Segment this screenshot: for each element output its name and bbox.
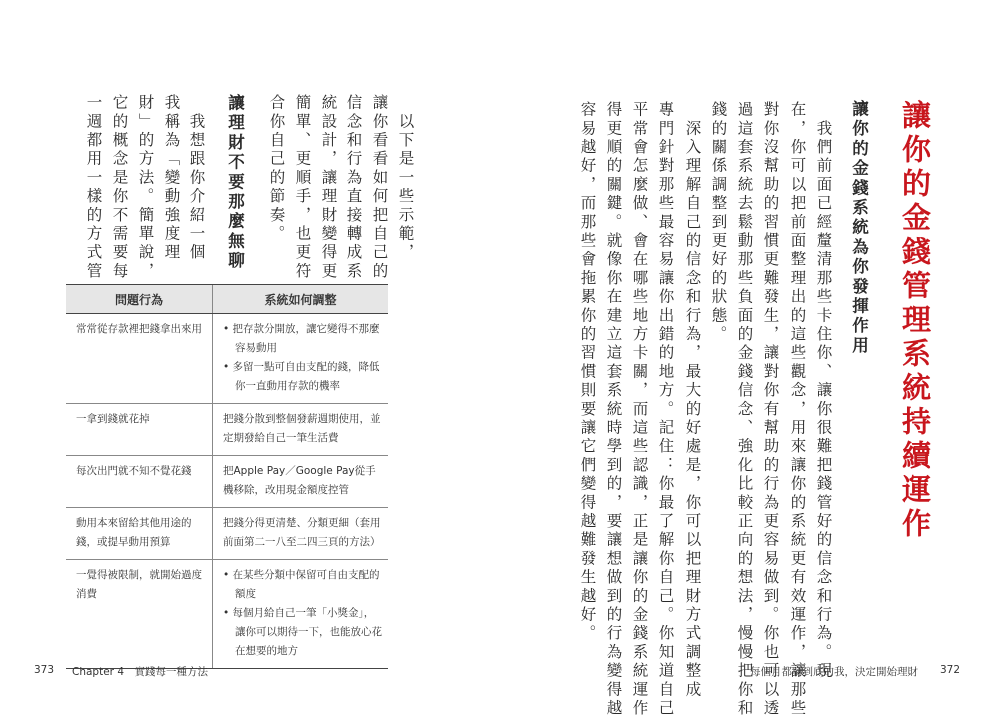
section-heading: 讓你的金錢系統為你發揮作用 [849,100,869,357]
header-problem: 問題行為 [66,285,213,314]
problem-cell: 一拿到錢就花掉 [66,404,213,456]
intro-column: 合你自己的節奏。 [267,94,286,244]
body-column: 深入理解自己的信念和行為，最大的好處是，你可以把理財方式調整成 [683,101,702,700]
problem-cell: 每次出門就不知不覺花錢 [66,456,213,508]
table-row [66,314,388,404]
fix-item: • 把存款分開放，讓它變得不那麼容易動用 [223,323,380,354]
body-column: 容易越好，而那些會拖累你的習慣則要讓它們變得越難發生越好。 [578,101,597,644]
fix-cell [213,314,389,404]
body-column: 對你沒幫助的習慣更難發生，讓對你有幫助的行為更容易做到。你也可以透 [761,101,780,718]
subheading: 讓理財不要那麼無聊 [225,94,245,272]
sub-column: 它的概念是你不需要每 [110,94,129,281]
body-column: 平常會怎麼做、會在哪些地方卡關，而這些認識，正是讓你的金錢系統運作 [630,101,649,718]
problem-cell: 動用本來留給其他用途的錢，或提早動用預算 [66,508,213,560]
intro-column: 以下是一些示範， [396,94,415,263]
sub-column: 我稱為「變動強度理 [162,94,181,263]
fix-cell [213,456,389,508]
table-row [66,404,388,456]
problem-cell: 一覺得被限制，就開始過度消費 [66,560,213,669]
intro-column: 信念和行為直接轉成系 [344,94,363,281]
body-column: 在，你可以把前面整理出的這些觀念，用來讓你的系統更有效運作，讓那些 [788,101,807,718]
fix-item: 把錢分得更清楚、分類更細（套用前面第二一八至二四三頁的方法） [223,517,381,548]
behavior-table [66,284,388,669]
sub-column: 財」的方法。簡單說， [136,94,155,281]
problem-cell: 常常從存款裡把錢拿出來用 [66,314,213,404]
fix-item: • 在某些分類中保留可自由支配的額度 [223,569,380,600]
fix-cell [213,404,389,456]
fix-item: 把錢分散到整個發薪週期使用，並定期發給自己一筆生活費 [223,413,381,444]
sub-column: 我想跟你介紹一個 [187,94,206,263]
page-number: 373 [34,664,55,676]
table-row [66,508,388,560]
page-number: 372 [940,664,961,676]
fix-item: • 多留一點可自由支配的錢，降低你一直動用存款的機率 [223,361,380,392]
header-system: 系統如何調整 [213,285,389,314]
footer-running-title: 每個月都窮到底的我，決定開始理財 [750,666,918,678]
body-column: 我們前面已經釐清那些卡住你、讓你很難把錢管好的信念和行為。現 [814,101,833,681]
table-row [66,560,388,669]
intro-column: 讓你看看如何把自己的 [370,94,389,281]
fix-item: 把Apple Pay／Google Pay從手機移除，改用現金額度控管 [223,465,376,496]
body-column: 得更順的關鍵。就像你在建立這套系統時學到的，要讓想做到的行為變得越 [604,101,623,718]
body-column: 錢的關係調整到更好的狀態。 [709,101,728,345]
footer-chapter: Chapter 4 實踐每一種方法 [72,666,208,678]
left-page [0,0,500,709]
intro-column: 統設計，讓理財變得更 [319,94,338,281]
fix-item: • 每個月給自己一筆「小獎金」，讓你可以期待一下，也能放心花在想要的地方 [223,607,382,657]
body-column: 專門針對那些最容易讓你出錯的地方。記住：你最了解你自己。你知道自己 [656,101,675,718]
right-page [500,0,1000,718]
chapter-title: 讓你的金錢管理系統持續運作 [898,100,932,542]
fix-cell [213,560,389,669]
sub-column: 一週都用一樣的方式管 [84,94,103,281]
table-header-row [66,285,388,314]
fix-cell [213,508,389,560]
intro-column: 簡單、更順手，也更符 [293,94,312,281]
table-row [66,456,388,508]
body-column: 過這套系統去鬆動那些負面的金錢信念、強化比較正向的想法，慢慢把你和 [735,101,754,718]
